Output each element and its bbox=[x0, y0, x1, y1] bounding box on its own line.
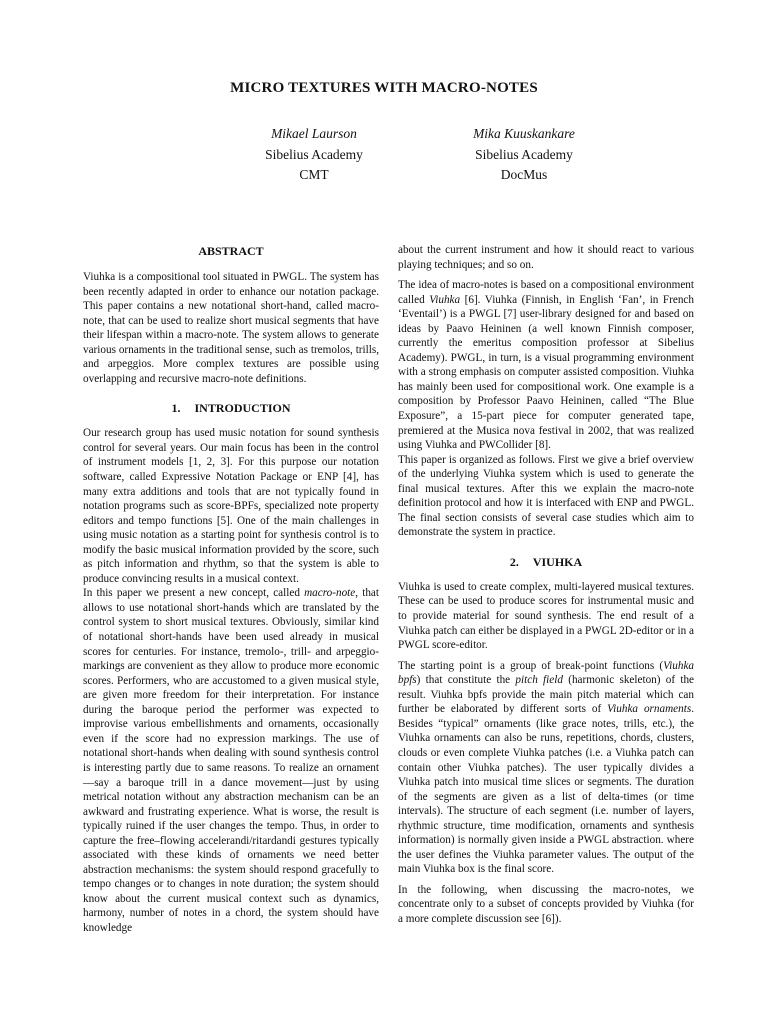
viuhka-paragraph-1: Viuhka is used to create complex, multi-layered musical textures. These can be used to produce scores for instrumental music and to provide material for sound synthesis. The end result of a Viuhka patch can either be displayed in a PWGL 2D-editor or in a PWGL score-editor. bbox=[398, 580, 694, 652]
section-heading-viuhka bbox=[398, 554, 694, 570]
text-run: ) that constitute the bbox=[416, 674, 516, 687]
author-unit: DocMus bbox=[500, 167, 548, 182]
section-heading-introduction bbox=[83, 400, 379, 416]
organization-paragraph: This paper is organized as follows. First we give a brief overview of the underlying Viuhka system which is used to generate the final musical textures. After this we explain the macro-note definition protocol and how it is interfaced with ENP and PWGL. The final section consists of several case studies which aim to demonstrate the system in practice. bbox=[398, 453, 694, 539]
section-title: VIUHKA bbox=[532, 554, 583, 569]
viuhka-intro-paragraph bbox=[398, 278, 694, 453]
viuhka-paragraph-3: In the following, when discussing the macro-notes, we concentrate only to a subset of concepts provided by Viuhka (for a more complete discussion see [6]). bbox=[398, 883, 694, 925]
emphasis-term: Viuhka ornaments bbox=[607, 703, 692, 716]
author-affiliation: Sibelius Academy bbox=[265, 146, 363, 162]
emphasis-term: pitch field bbox=[515, 674, 563, 687]
abstract-heading: ABSTRACT bbox=[198, 244, 264, 258]
author-block-1 bbox=[214, 124, 414, 186]
viuhka-paragraph-2 bbox=[398, 659, 694, 877]
author-affiliation: Sibelius Academy bbox=[475, 146, 573, 162]
intro-paragraph-2 bbox=[83, 586, 379, 935]
text-run: In this paper we present a new concept, called bbox=[83, 587, 305, 600]
text-run: . Besides “typical” ornaments (like grace notes, trills, etc.), the Viuhka ornaments can also be runs, repetitions, chords, clusters, clouds or even complete Viuhka patches (i.e. a Viuhka patch can contain other Viuhka patches). The user typically divides a Viuhka patch into musical time slices or segments. The duration of the segments are given as a list of delta-times (or time intervals). The structure of each segment (i.e. number of layers, rhythmic structure, time modification, ornaments and synthesis information) is normally given inside a PWGL abstraction. where the user defines the Viuhka parameter values. The output of the main Viuhka box is the final score. bbox=[398, 703, 694, 876]
continued-paragraph: about the current instrument and how it should react to various playing techniques; and so on. bbox=[398, 244, 694, 271]
text-run: The idea of macro-notes is based on a compositional environment called bbox=[398, 279, 694, 306]
section-number: 2. bbox=[509, 554, 519, 569]
author-unit: CMT bbox=[299, 167, 329, 182]
right-column bbox=[398, 243, 694, 933]
emphasis-term: Viuhka bbox=[429, 293, 461, 306]
text-run: The starting point is a group of break-point functions ( bbox=[398, 659, 664, 672]
text-run: (harmonic skeleton) of the result. Viuhka bpfs provide the main pitch material which can further be elaborated by different sorts of bbox=[398, 674, 695, 716]
abstract-text: Viuhka is a compositional tool situated in PWGL. The system has been recently adapted in order to enhance our notation package. This paper contains a new notational short-hand, called macro-note, that can be used to realize short musical segments that have their lifespan within a macro-note. The system allows to generate various ornaments in the traditional sense, such as tremolos, trills, and arpeggios. More complex textures are possible using overlapping and recursive macro-note definitions. bbox=[83, 271, 379, 385]
paper-title: MICRO TEXTURES WITH MACRO-NOTES bbox=[230, 80, 538, 96]
text-run: , that allows to use notational short-hands which are translated by the control system to short musical textures. Obviously, similar kind of notational short-hands have been used already in musical scores for centuries. For instance, tremolo-, trill- and arpeggio-markings are convenient as they allow to produce more economic scores. Performers, who are accustomed to a given musical style, are given more freedom for their interpretation. For instance during the baroque period the performer was expected to improvise various embellishments and ornaments, occasionally even if the score had no expression markings. The use of notational short-hands when dealing with sound synthesis control is interesting partly due to same reasons. To realize an ornament—say a baroque trill in a dance movement—just by using metrical notation without any abstraction mechanism can be an awkward and frustrating experience. What is worse, the result is typically ruined if the user changes the tempo. Thus, in order to capture the free–flowing accelerandi/ritardandi gestures typically associated with these kinds of ornaments we need better abstraction mechanisms: the system should respond gracefully to tempo changes or to changes in note duration; the system should know about the current musical context such as dynamics, harmony, number of notes in a chord, the system should have knowledge bbox=[83, 587, 379, 934]
author-name: Mika Kuuskankare bbox=[473, 126, 575, 141]
section-title: INTRODUCTION bbox=[194, 401, 291, 416]
intro-paragraph-1: Our research group has used music notation for sound synthesis control for several years. Our main focus has been in the control of instrument models [1, 2, 3]. For this purpose our notation software, called Expressive Notation Package or ENP [4], has many extra additions and tools that are not typically found in notation programs such as score-BPFs, specialized note property editors and tempo functions [5]. One of the main challenges in using music notation as a starting point for synthesis control is to modify the basic musical information provided by the score, such as pitch information and rhythm, so that the system is able to produce convincing results in a musical context. bbox=[83, 427, 379, 585]
emphasis-term: macro-note bbox=[304, 587, 356, 600]
author-name: Mikael Laurson bbox=[271, 126, 357, 141]
text-run: [6]. Viuhka (Finnish, in English ‘Fan’, in French ‘Eventail’) is a PWGL [7] user-library designed for and based on ideas by Paavo Heininen (a well known Finnish composer, currently the emeritus composition professor at Sibelius Academy). PWGL, in turn, is a visual programming environment with a strong emphasis on computer assisted composition. Viuhka has mainly been used for compositional work. One example is a composition by Professor Paavo Heininen, called “The Blue Exposure”, a 15-part piece for computer generated tape, premiered at the Musica nova festival in 2002, that was realized using Viuhka and PWCollider [8]. bbox=[398, 293, 694, 452]
section-number: 1. bbox=[171, 401, 181, 416]
author-block-2 bbox=[424, 124, 624, 186]
left-column bbox=[83, 243, 379, 942]
emphasis-term: Viuhka bpfs bbox=[398, 659, 694, 687]
